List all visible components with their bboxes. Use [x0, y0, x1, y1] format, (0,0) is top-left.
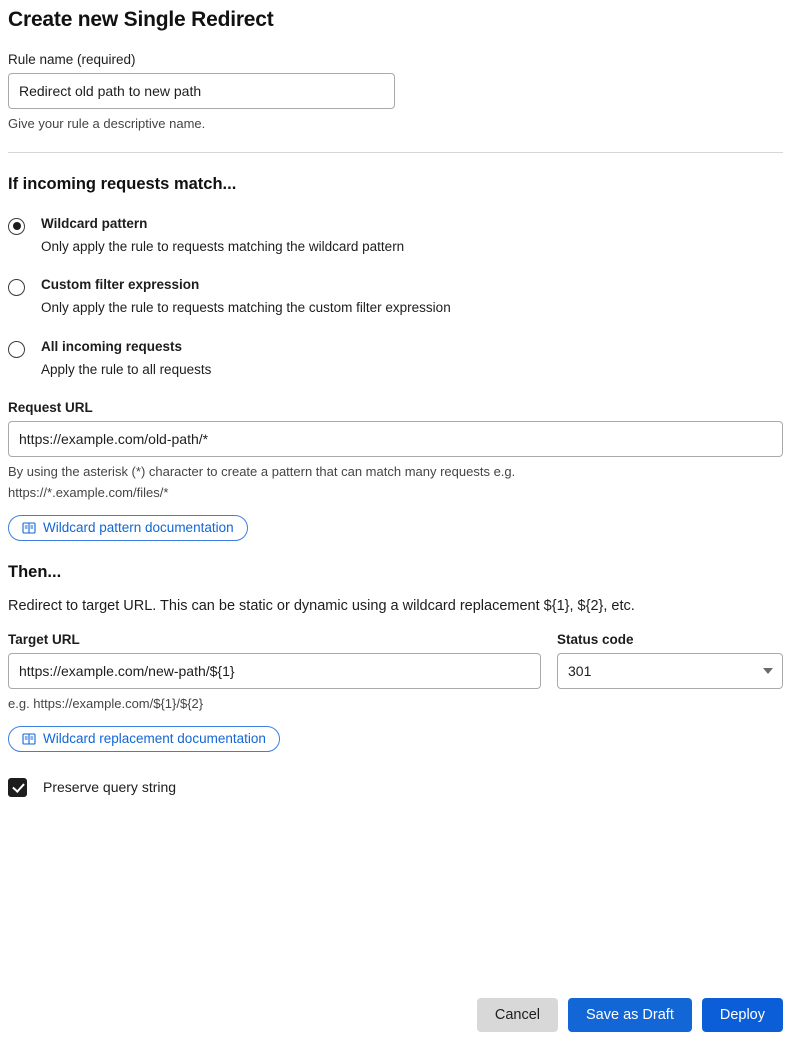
- radio-label: All incoming requests: [41, 338, 183, 354]
- radio-wildcard-pattern[interactable]: [8, 216, 783, 255]
- status-code-select[interactable]: [557, 653, 783, 689]
- save-as-draft-button[interactable]: Save as Draft: [568, 998, 692, 1032]
- status-code-label: Status code: [557, 631, 634, 647]
- request-url-input[interactable]: [8, 421, 783, 457]
- radio-indicator-icon: [8, 218, 25, 235]
- book-icon: [22, 521, 36, 535]
- book-icon: [22, 732, 36, 746]
- rule-name-helper: Give your rule a descriptive name.: [8, 116, 206, 131]
- radio-custom-filter-expression[interactable]: [8, 277, 783, 316]
- cancel-button[interactable]: Cancel: [477, 998, 558, 1032]
- match-radio-group: [8, 216, 783, 378]
- deploy-button[interactable]: Deploy: [702, 998, 783, 1032]
- radio-label: Wildcard pattern: [41, 215, 148, 231]
- rule-name-input[interactable]: [8, 73, 395, 109]
- wildcard-pattern-documentation-link[interactable]: [8, 515, 248, 541]
- form-footer: [477, 998, 783, 1032]
- radio-indicator-icon: [8, 279, 25, 296]
- then-section-heading: Then...: [8, 562, 62, 581]
- doc-link-label: Wildcard pattern documentation: [43, 520, 234, 536]
- radio-all-incoming-requests[interactable]: [8, 339, 783, 378]
- preserve-query-string-label: Preserve query string: [43, 779, 177, 795]
- radio-description: Apply the rule to all requests: [41, 361, 212, 377]
- doc-link-label: Wildcard replacement documentation: [43, 731, 266, 746]
- wildcard-replacement-documentation-link[interactable]: [8, 726, 280, 752]
- then-section-description: Redirect to target URL. This can be static or dynamic using a wildcard replacement ${1}, ${2}, etc.: [8, 597, 635, 614]
- radio-indicator-icon: [8, 341, 25, 358]
- request-url-helper-line1: By using the asterisk (*) character to create a pattern that can match many requests e.g.: [8, 463, 516, 479]
- section-divider: [8, 152, 783, 153]
- checkmark-icon: [8, 778, 27, 797]
- match-section-heading: If incoming requests match...: [8, 174, 237, 193]
- radio-description: Only apply the rule to requests matching the custom filter expression: [41, 300, 451, 316]
- target-url-helper: e.g. https://example.com/${1}/${2}: [8, 695, 204, 711]
- create-single-redirect-form: [0, 8, 791, 1040]
- request-url-helper-line2: https://*.example.com/files/*: [8, 484, 169, 500]
- target-url-input[interactable]: [8, 653, 541, 689]
- preserve-query-string-checkbox[interactable]: [8, 778, 783, 797]
- page-title: Create new Single Redirect: [8, 8, 274, 31]
- rule-name-label: Rule name (required): [8, 52, 136, 67]
- radio-description: Only apply the rule to requests matching the wildcard pattern: [41, 239, 405, 255]
- radio-label: Custom filter expression: [41, 277, 200, 293]
- target-url-label: Target URL: [8, 631, 80, 647]
- request-url-label: Request URL: [8, 399, 93, 415]
